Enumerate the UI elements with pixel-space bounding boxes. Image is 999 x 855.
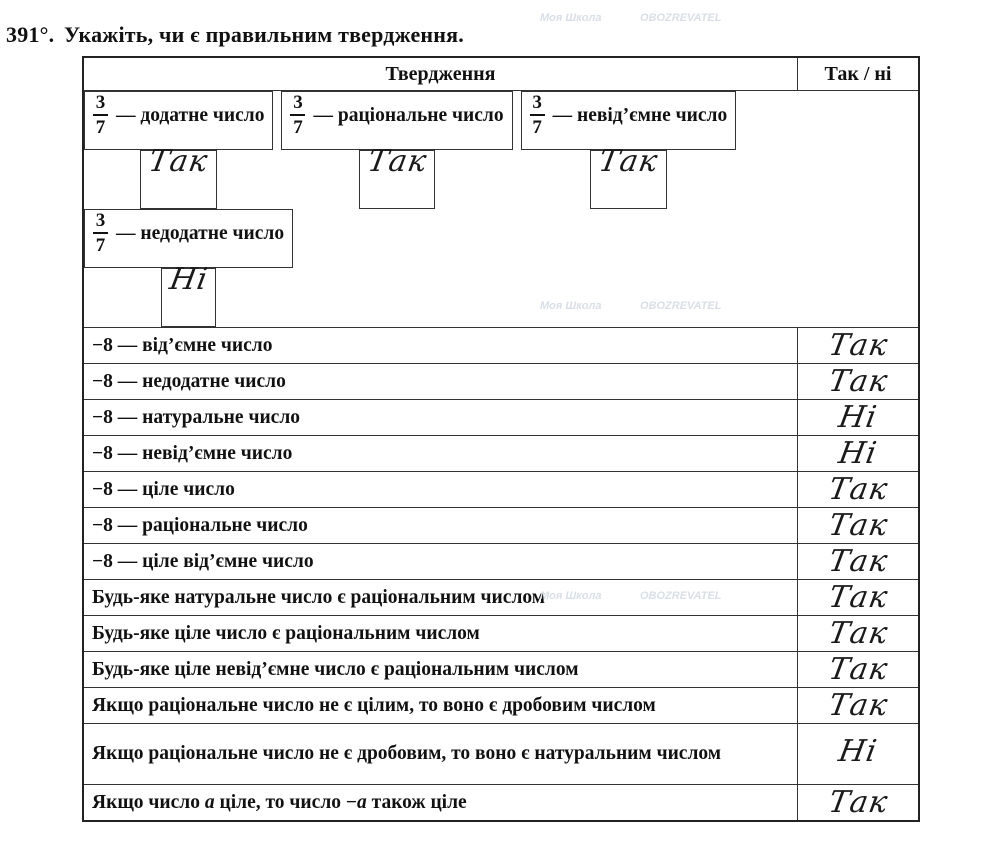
statement-cell: Будь-яке натуральне число є раціональним числом [83, 580, 798, 616]
table-row [83, 652, 919, 688]
statement-text: — недодатне число [116, 222, 285, 244]
watermark: OBOZREVATEL [640, 590, 722, 602]
statement-cell: Будь-яке ціле невід’ємне число є раціональним числом [83, 652, 798, 688]
fraction-bar [93, 232, 108, 234]
variable-a: a [357, 791, 367, 813]
answer-cell [798, 616, 920, 652]
fraction-denominator: 7 [293, 117, 303, 138]
handwritten-answer: Так [825, 508, 891, 543]
table-row [521, 91, 737, 209]
statement-text: — додатне число [116, 104, 265, 126]
table-row [281, 91, 512, 209]
handwritten-answer: Так [146, 144, 212, 179]
answer-cell [359, 144, 436, 209]
table-row [83, 616, 919, 652]
handwritten-answer: Так [825, 544, 891, 579]
handwritten-answer: Так [825, 652, 891, 687]
exercise-text: Укажіть, чи є правильним твердження. [64, 22, 464, 47]
handwritten-answer: Так [825, 580, 891, 615]
handwritten-answer: Так [825, 616, 891, 651]
statement-cell: −8 — ціле число [83, 472, 798, 508]
fraction [530, 92, 545, 138]
watermark: Моя Школа [540, 300, 602, 312]
fraction [290, 92, 305, 138]
fraction-bar [93, 114, 108, 116]
handwritten-answer: Так [364, 144, 430, 179]
statement-text: — невід’ємне число [552, 104, 728, 126]
fraction-numerator: 3 [95, 210, 106, 231]
answer-cell [798, 724, 920, 785]
statement-cell [83, 785, 798, 822]
table-row [83, 508, 919, 544]
fraction [93, 92, 108, 138]
statement-cell: Якщо раціональне число не є цілим, то воно є дробовим числом [83, 688, 798, 724]
statement-text: ціле, то число − [214, 791, 357, 813]
variable-a: a [204, 791, 215, 813]
statement-cell: −8 — натуральне число [83, 400, 798, 436]
handwritten-answer: Ні [836, 436, 880, 471]
statement-cell: −8 — ціле від’ємне число [83, 544, 798, 580]
table-row [83, 580, 919, 616]
handwritten-answer: Ні [166, 262, 211, 297]
answer-cell [798, 785, 920, 822]
statement-cell: −8 — невід’ємне число [83, 436, 798, 472]
handwritten-answer: Ні [836, 400, 880, 435]
handwritten-answer: Так [825, 785, 891, 820]
fraction-numerator: 3 [293, 92, 303, 113]
table-row [84, 209, 293, 327]
table-row [83, 472, 919, 508]
table-row [83, 364, 919, 400]
header-answer: Так / ні [798, 57, 920, 91]
statement-cell [84, 209, 293, 268]
answer-cell [798, 328, 920, 364]
table-header-row [83, 57, 919, 91]
statement-text: Якщо число [92, 791, 205, 813]
table-row [84, 91, 273, 209]
handwritten-answer: Ні [836, 734, 881, 769]
statement-text: — раціональне число [313, 104, 504, 126]
handwritten-answer: Так [825, 472, 891, 507]
answer-cell [798, 472, 920, 508]
fraction-denominator: 7 [95, 117, 106, 138]
answer-cell [798, 400, 920, 436]
table-row [83, 436, 919, 472]
statement-cell: −8 — недодатне число [83, 364, 798, 400]
watermark: OBOZREVATEL [640, 12, 722, 24]
table-row [83, 400, 919, 436]
statement-cell [281, 91, 512, 150]
fraction-bar [290, 114, 305, 116]
statement-cell: −8 — від’ємне число [83, 328, 798, 364]
statement-cell: Будь-яке ціле число є раціональним числом [83, 616, 798, 652]
table-row [83, 328, 919, 364]
answer-cell [590, 144, 667, 209]
watermark: Моя Школа [540, 12, 602, 24]
header-statement: Твердження [83, 57, 798, 91]
answer-cell [798, 364, 920, 400]
answer-cell [798, 688, 920, 724]
answer-cell [161, 262, 217, 327]
table-row [83, 785, 919, 822]
fraction-numerator: 3 [532, 92, 542, 113]
handwritten-answer: Так [825, 364, 891, 399]
fraction-numerator: 3 [95, 92, 106, 113]
fraction [93, 210, 108, 256]
table-row [83, 688, 919, 724]
statements-table [82, 56, 920, 822]
statement-cell: −8 — раціональне число [83, 508, 798, 544]
answer-cell [798, 544, 920, 580]
statement-cell [84, 91, 273, 150]
answer-cell [798, 580, 920, 616]
handwritten-answer: Так [595, 144, 661, 179]
answer-cell [798, 508, 920, 544]
answer-cell [140, 144, 217, 209]
watermark: OBOZREVATEL [640, 300, 722, 312]
handwritten-answer: Так [825, 688, 891, 723]
answer-cell [798, 652, 920, 688]
handwritten-answer: Так [825, 328, 891, 363]
fraction-bar [530, 114, 545, 116]
fraction-denominator: 7 [532, 117, 542, 138]
watermark: Моя Школа [540, 590, 602, 602]
statement-text: також ціле [366, 791, 467, 813]
fraction-denominator: 7 [95, 235, 106, 256]
statement-cell: Якщо раціональне число не є дробовим, то воно є натуральним числом [83, 724, 798, 785]
statement-cell [521, 91, 737, 150]
exercise-heading [6, 22, 464, 48]
table-row [83, 724, 919, 785]
table-row [83, 544, 919, 580]
exercise-number: 391°. [6, 22, 55, 47]
answer-cell [798, 436, 920, 472]
